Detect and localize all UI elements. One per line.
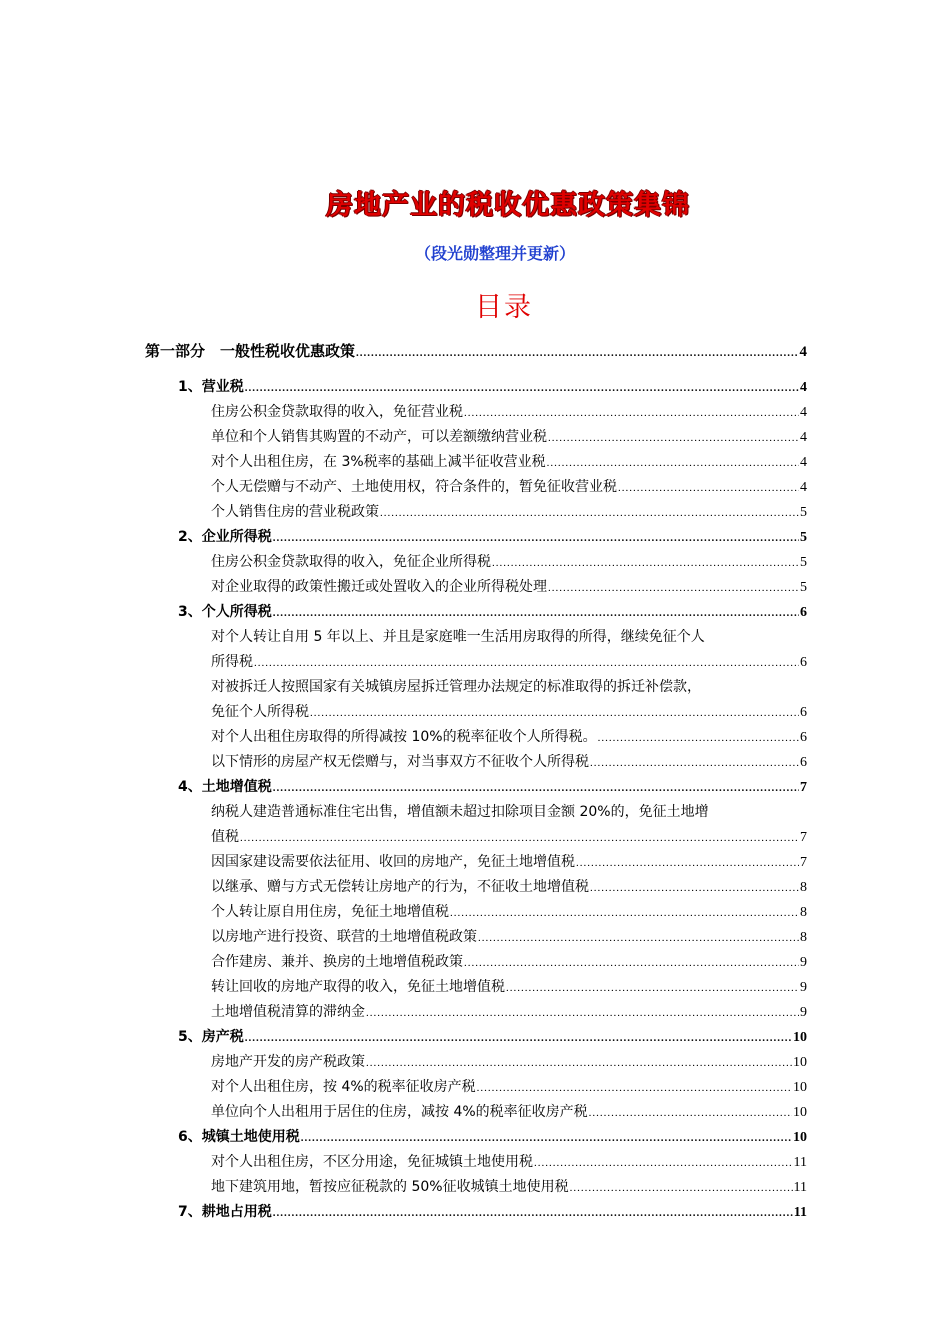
toc-page-number: 9 — [800, 955, 807, 970]
toc-page-number: 5 — [800, 505, 807, 520]
toc-page-number: 10 — [793, 1105, 807, 1120]
dot-leader — [598, 732, 799, 744]
toc-entry-item[interactable] — [211, 701, 807, 723]
toc-entry-text: 单位向个人出租用于居住的住房，减按 4%的税率征收房产税 — [211, 1104, 588, 1120]
document-subtitle: （段光勋整理并更新） — [414, 244, 575, 263]
toc-entry-section[interactable] — [178, 1201, 807, 1223]
toc-entry-section[interactable] — [178, 776, 807, 798]
toc-page-number: 11 — [793, 1155, 807, 1170]
dot-leader — [464, 957, 799, 969]
toc-page-number: 8 — [800, 905, 807, 920]
toc-page-number: 6 — [800, 755, 807, 770]
toc-entry-item[interactable] — [211, 976, 807, 998]
toc-page-number: 5 — [800, 530, 807, 545]
toc-entry-text: 因国家建设需要依法征用、收回的房地产，免征土地增值税 — [211, 854, 575, 870]
toc-entry-text: 房地产开发的房产税政策 — [211, 1054, 365, 1070]
toc-page-number: 9 — [800, 980, 807, 995]
toc-page-number: 4 — [800, 455, 807, 470]
toc-page-number: 11 — [793, 1205, 807, 1220]
toc-entry-item[interactable] — [211, 426, 807, 448]
toc-entry-item[interactable] — [211, 1076, 807, 1098]
toc-page-number: 8 — [800, 880, 807, 895]
toc-entry-item[interactable] — [211, 576, 807, 598]
dot-leader — [301, 1132, 792, 1144]
toc-page-number: 4 — [800, 430, 807, 445]
toc-entry-item[interactable] — [211, 851, 807, 873]
toc-entry-item[interactable] — [211, 1051, 807, 1073]
dot-leader — [534, 1157, 793, 1169]
dot-leader — [380, 507, 799, 519]
toc-entry-section[interactable] — [178, 601, 807, 623]
toc-page-number: 11 — [793, 1180, 807, 1195]
toc-entry-text: 以下情形的房屋产权无偿赠与，对当事双方不征收个人所得税 — [211, 754, 589, 770]
toc-entry-text: 值税 — [211, 829, 239, 845]
toc-entry-text: 对个人出租住房，在 3%税率的基础上减半征收营业税 — [211, 454, 546, 470]
toc-entry-section[interactable] — [178, 526, 807, 548]
toc-page-number: 6 — [800, 730, 807, 745]
toc-page-number: 4 — [800, 480, 807, 495]
dot-leader — [240, 832, 799, 844]
toc-entry-section[interactable] — [178, 1126, 807, 1148]
toc-entry-section[interactable] — [178, 1026, 807, 1048]
dot-leader — [590, 882, 799, 894]
toc-entry-text: 地下建筑用地，暂按应征税款的 50%征收城镇土地使用税 — [211, 1179, 569, 1195]
toc-page-number: 10 — [793, 1030, 807, 1045]
toc-entry-item[interactable] — [211, 1101, 807, 1123]
toc-entry-text: 免征个人所得税 — [211, 704, 309, 720]
toc-entry-text: 所得税 — [211, 654, 253, 670]
toc-page-number: 4 — [800, 380, 807, 395]
toc-entry-text: 4、土地增值税 — [178, 779, 272, 795]
toc-page-number: 4 — [799, 344, 807, 360]
toc-entry-text: 6、城镇土地使用税 — [178, 1129, 300, 1145]
toc-entry-text: 第一部分 一般性税收优惠政策 — [145, 342, 356, 360]
toc-page-number: 7 — [800, 830, 807, 845]
toc-entry-item-line1[interactable]: 对被拆迁人按照国家有关城镇房屋拆迁管理办法规定的标准取得的拆迁补偿款， — [211, 679, 701, 695]
dot-leader — [478, 932, 799, 944]
toc-entry-item[interactable] — [211, 901, 807, 923]
dot-leader — [477, 1082, 792, 1094]
dot-leader — [548, 582, 799, 594]
toc-entry-item[interactable] — [211, 551, 807, 573]
toc-page-number: 7 — [800, 780, 807, 795]
toc-entry-part[interactable] — [145, 340, 807, 362]
document-title: 房地产业的税收优惠政策集锦 — [326, 190, 690, 221]
toc-page-number: 5 — [800, 580, 807, 595]
dot-leader — [273, 607, 799, 619]
toc-entry-item[interactable] — [211, 876, 807, 898]
toc-page-number: 7 — [800, 855, 807, 870]
toc-heading: 目录 — [475, 292, 533, 323]
toc-entry-text: 2、企业所得税 — [178, 529, 272, 545]
toc-page-number: 5 — [800, 555, 807, 570]
toc-page-number: 8 — [800, 930, 807, 945]
dot-leader — [245, 382, 799, 394]
toc-entry-item-line1[interactable]: 纳税人建造普通标准住宅出售，增值额未超过扣除项目金额 20%的，免征土地增 — [211, 804, 709, 820]
toc-entry-text: 3、个人所得税 — [178, 604, 272, 620]
toc-entry-item[interactable] — [211, 1176, 807, 1198]
toc-entry-text: 5、房产税 — [178, 1029, 244, 1045]
toc-entry-text: 住房公积金贷款取得的收入，免征企业所得税 — [211, 554, 491, 570]
dot-leader — [310, 707, 799, 719]
toc-entry-text: 以继承、赠与方式无偿转让房地产的行为，不征收土地增值税 — [211, 879, 589, 895]
toc-entry-item[interactable] — [211, 401, 807, 423]
toc-entry-item[interactable] — [211, 476, 807, 498]
toc-entry-item[interactable] — [211, 501, 807, 523]
dot-leader — [492, 557, 799, 569]
toc-entry-text: 对个人出租住房，按 4%的税率征收房产税 — [211, 1079, 476, 1095]
toc-page-number: 9 — [800, 1005, 807, 1020]
dot-leader — [548, 432, 799, 444]
toc-entry-item-line1[interactable]: 对个人转让自用 5 年以上、并且是家庭唯一生活用房取得的所得，继续免征个人 — [211, 629, 705, 645]
toc-entry-text: 对企业取得的政策性搬迁或处置收入的企业所得税处理 — [211, 579, 547, 595]
toc-entry-text: 合作建房、兼并、换房的土地增值税政策 — [211, 954, 463, 970]
dot-leader — [254, 657, 799, 669]
toc-page-number: 6 — [800, 705, 807, 720]
toc-entry-item[interactable] — [211, 751, 807, 773]
dot-leader — [576, 857, 799, 869]
toc-entry-text: 住房公积金贷款取得的收入，免征营业税 — [211, 404, 463, 420]
toc-page-number: 10 — [793, 1080, 807, 1095]
toc-entry-item[interactable] — [211, 651, 807, 673]
toc-page-number: 6 — [800, 655, 807, 670]
toc-entry-text: 个人销售住房的营业税政策 — [211, 504, 379, 520]
toc-entry-item[interactable] — [211, 1001, 807, 1023]
toc-entry-text: 个人转让原自用住房，免征土地增值税 — [211, 904, 449, 920]
dot-leader — [450, 907, 799, 919]
toc-entry-text: 土地增值税清算的滞纳金 — [211, 1004, 365, 1020]
toc-entry-text: 个人无偿赠与不动产、土地使用权，符合条件的，暂免征收营业税 — [211, 479, 617, 495]
toc-page-number: 10 — [793, 1130, 807, 1145]
toc-entry-text: 对个人出租住房，不区分用途，免征城镇土地使用税 — [211, 1154, 533, 1170]
toc-entry-item[interactable] — [211, 826, 807, 848]
toc-entry-section[interactable] — [178, 376, 807, 398]
dot-leader — [547, 457, 799, 469]
dot-leader — [618, 482, 799, 494]
toc-entry-item[interactable] — [211, 726, 807, 748]
dot-leader — [366, 1007, 799, 1019]
dot-leader — [589, 1107, 792, 1119]
toc-entry-text: 1、营业税 — [178, 379, 244, 395]
toc-entry-text: 单位和个人销售其购置的不动产，可以差额缴纳营业税 — [211, 429, 547, 445]
dot-leader — [506, 982, 799, 994]
dot-leader — [366, 1057, 792, 1069]
dot-leader — [590, 757, 799, 769]
toc-entry-item[interactable] — [211, 951, 807, 973]
dot-leader — [570, 1182, 793, 1194]
dot-leader — [273, 1207, 793, 1219]
toc-page-number: 6 — [800, 605, 807, 620]
toc-entry-text: 以房地产进行投资、联营的土地增值税政策 — [211, 929, 477, 945]
toc-entry-text: 7、耕地占用税 — [178, 1204, 272, 1220]
dot-leader — [464, 407, 799, 419]
toc-entry-item[interactable] — [211, 926, 807, 948]
toc-page-number: 4 — [800, 405, 807, 420]
dot-leader — [245, 1032, 792, 1044]
toc-entry-item[interactable] — [211, 451, 807, 473]
dot-leader — [356, 347, 798, 359]
dot-leader — [273, 532, 799, 544]
toc-entry-item[interactable] — [211, 1151, 807, 1173]
toc-entry-text: 转让回收的房地产取得的收入，免征土地增值税 — [211, 979, 505, 995]
toc-page-number: 10 — [793, 1055, 807, 1070]
dot-leader — [273, 782, 799, 794]
toc-entry-text: 对个人出租住房取得的所得减按 10%的税率征收个人所得税。 — [211, 729, 597, 745]
